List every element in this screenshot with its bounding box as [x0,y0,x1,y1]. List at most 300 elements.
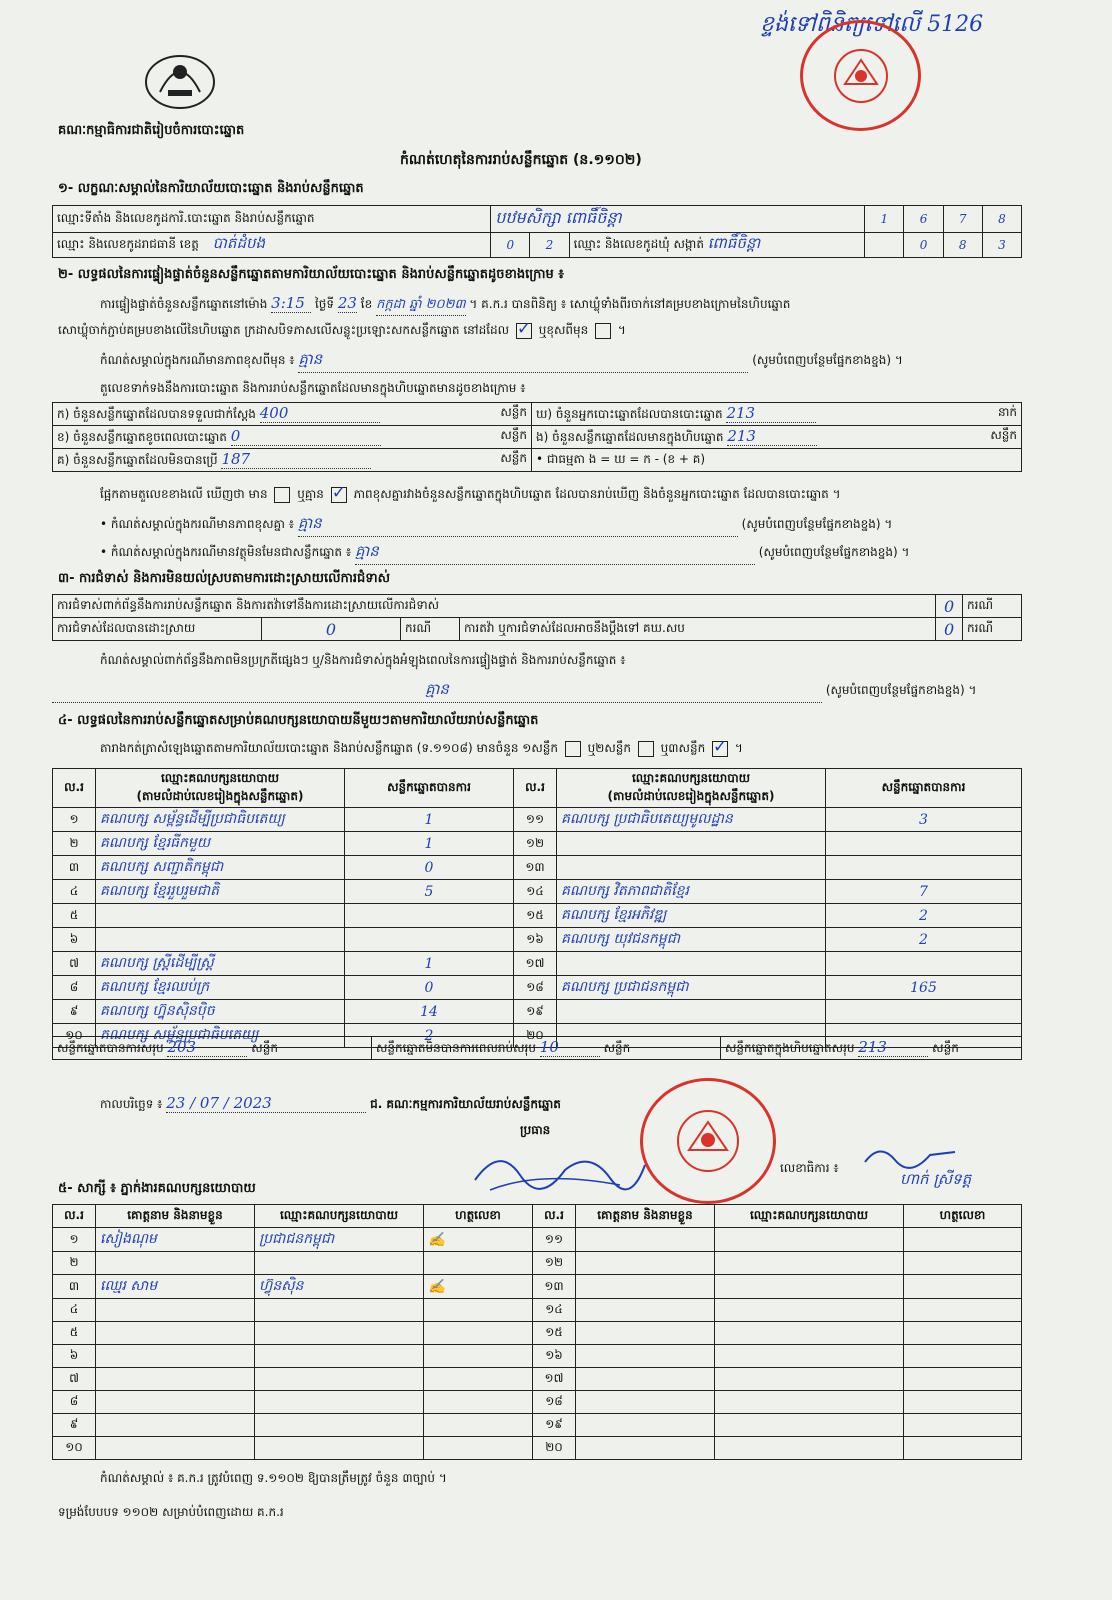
witness-signature: ✍ [424,1275,533,1299]
verification-time: 3:15 [271,294,311,313]
party-name [557,952,826,976]
row-number: ១១ [514,808,557,832]
total-box-cell [721,1037,1022,1060]
col-no: ល.រ [514,769,557,808]
party-votes [345,928,514,952]
party-votes: 3 [826,808,1022,832]
party-votes: 1 [345,808,514,832]
top-handwritten-note: ខ្ទង់ទៅពិនិត្យទៅលើ 5126 [760,12,984,37]
witness-name [96,1252,255,1275]
witness-row [53,1228,1022,1252]
row-number: ៤ [53,880,96,904]
foreign-note-line [100,542,1060,565]
witness-signature [424,1391,533,1414]
diff-note-value: គ្មាន [298,514,738,537]
unit-label: នាក់ [997,405,1017,419]
emblem-icon [140,42,220,116]
total-invalid-label: សន្លឹកឆ្នោតមិនបានការពេលរាប់សរុប [376,1041,536,1055]
one-sheet-checkbox[interactable] [565,741,581,757]
witness-name [96,1437,255,1460]
box-ballots-label: ង) ចំនួនសន្លឹកឆ្នោតដែលមានក្នុងហិបឆ្នោត [536,430,724,444]
row-number: ៥ [53,904,96,928]
fill-hint: (សូមបំពេញបន្ថែមផ្នែកខាងខ្នង) ។ [825,683,977,697]
verification-day: 23 [337,294,357,312]
row-number: ១ [53,1228,96,1252]
witness-signature [904,1252,1022,1275]
changed-label: ឬខុសពីមុន [538,323,589,337]
witness-party [255,1299,424,1322]
complaints-table [52,594,1022,641]
unit-label: សន្លឹក [500,405,527,419]
sheets-line: តារាងកត់ត្រាសំឡេងឆ្នោតតាមការិយាល័យបោះឆ្នោត និងរាប់សន្លឹកឆ្នោត (ទ.១១០៨) មានចំនួន ១សន្លឹក ឬ២សន្លឹក ឬ៣សន្លឹក ✓ ។ [100,740,1050,758]
location-code-digit: 6 [904,206,943,233]
results-table [52,768,1022,1048]
witness-signature [904,1322,1022,1345]
col-name: គោត្តនាម និងនាមខ្លួន [96,1205,255,1228]
row-number: ១០ [53,1024,96,1048]
result-row [53,952,1022,976]
location-label: ឈ្មោះទីតាំង និងលេខកូដការិ.បោះឆ្នោត និងរាប់សន្លឹកឆ្នោត [53,206,491,233]
witness-party [715,1345,904,1368]
total-box-label: សន្លឹកឆ្នោតក្នុងហិបឆ្នោតសរុប [725,1041,855,1055]
row-number: ២ [53,832,96,856]
party-votes [826,1000,1022,1024]
row-number: ១៩ [533,1414,576,1437]
witness-signature [904,1391,1022,1414]
row-number: ៧ [53,952,96,976]
party-votes [826,832,1022,856]
seal-text: សោឃ្លុំចាក់ភ្ជាប់គម្របខាងលើនៃហិបឆ្នោត ក្រដាសបិទភាសលើសន្លូះប្រឡោះសកសន្លឹកឆ្នោត នៅដដែល [58,323,510,337]
witness-table [52,1204,1022,1460]
col-party-title: ឈ្មោះគណបក្សនយោបាយ [160,771,280,785]
party-name: គណបក្ស យុវជនកម្ពុជា [557,928,826,952]
col-party: ឈ្មោះគណបក្សនយោបាយ [715,1205,904,1228]
irregularity-note-value: គ្មាន [52,680,822,703]
province-label-text: ឈ្មោះ និងលេខកូដរាជធានី ខេត្ត [57,237,199,251]
witness-name [96,1322,255,1345]
witness-name [576,1391,715,1414]
result-row [53,904,1022,928]
unit-label: សន្លឹក [932,1041,959,1055]
party-name [96,904,345,928]
row-number: ៣ [53,1275,96,1299]
party-name: គណបក្ស ខ្មែរឈប់ក្រ [96,976,345,1000]
row-number: ១៤ [514,880,557,904]
witness-signature [904,1275,1022,1299]
party-votes: 2 [826,928,1022,952]
witness-signature [424,1252,533,1275]
commune-code-digit: 3 [982,233,1021,258]
row-number: ៥ [53,1322,96,1345]
result-row [53,856,1022,880]
party-votes: 1 [345,952,514,976]
month-label: ខែ [360,297,373,311]
unused-value: 187 [221,450,371,469]
unused-label: គ) ចំនួនសន្លឹកឆ្នោតដែលមិនបានប្រើ [57,453,218,467]
party-votes: 1 [345,832,514,856]
witness-name [96,1299,255,1322]
witness-name: សៀងណុម [96,1228,255,1252]
party-votes: 5 [345,880,514,904]
no-diff-label: ឬគ្មាន [297,487,324,501]
total-valid-cell [53,1037,372,1060]
witness-party [255,1368,424,1391]
secretary-name: ហាក់ ស្រីទត្ត [900,1170,972,1188]
row-number: ១០ [53,1437,96,1460]
witness-row [53,1368,1022,1391]
witness-signature [904,1299,1022,1322]
row-number: ១១ [533,1228,576,1252]
total-invalid-value: 10 [540,1038,600,1057]
col-no: ល.រ [53,769,96,808]
col-no: ល.រ [53,1205,96,1228]
result-row [53,880,1022,904]
witness-party [715,1228,904,1252]
witness-party [715,1252,904,1275]
commune-label: ឈ្មោះ និងលេខកូដឃុំ សង្កាត់ [573,237,704,251]
row-number: ២០ [514,1024,557,1048]
col-party-title: ឈ្មោះគណបក្សនយោបាយ [631,771,751,785]
witness-signature [904,1368,1022,1391]
party-name: គណបក្ស ប្រជាជនកម្ពុជា [557,976,826,1000]
verification-text-b: ។ គ.ក.រ បានពិនិត្យ ៖ សោឃ្លុំទាំងពីរចាក់នៅគម្របខាងក្រោមនៃហិបឆ្នោត [469,297,791,311]
witness-name [576,1322,715,1345]
row-number: ២០ [533,1437,576,1460]
party-name: គណបក្ស សញ្ជាតិកម្ពុជា [96,856,345,880]
commune-cell [569,233,865,258]
seal-paragraph: សោឃ្លុំចាក់ភ្ជាប់គម្របខាងលើនៃហិបឆ្នោត ក្រដាសបិទភាសលើសន្លូះប្រឡោះសកសន្លឹកឆ្នោត នៅដដែល ✓ ឬខុសពីមុន ។ [58,322,1038,340]
party-votes: 2 [345,1024,514,1048]
witness-party [715,1275,904,1299]
fill-hint: (សូមបំពេញបន្ថែមផ្នែកខាងខ្នង) ។ [758,545,910,559]
row-number: ៨ [53,1391,96,1414]
party-name: គណបក្ស ហ្វ៊ុនស៊ិនប៉ិច [96,1000,345,1024]
witness-row [53,1322,1022,1345]
figures-table [52,402,1022,472]
party-votes: 0 [345,856,514,880]
irregularity-note-line [52,680,1052,703]
row-number: ១ [53,808,96,832]
witness-signature [904,1414,1022,1437]
location-code-digit: 8 [982,206,1021,233]
verification-paragraph [100,294,1060,316]
section-3-title: ៣- ការជំទាស់ និងការមិនយល់ស្របតាមការដោះស្រាយលើការជំទាស់ [58,571,390,586]
party-name [557,1000,826,1024]
col-party: ឈ្មោះគណបក្សនយោបាយ [255,1205,424,1228]
unchanged-checkbox[interactable] [516,323,532,339]
official-stamp-bottom [640,1078,776,1204]
section-2-title: ២- លទ្ធផលនៃការផ្ទៀងផ្ទាត់ចំនួនសន្លឹកឆ្នោតតាមការិយាល័យបោះឆ្នោត និងរាប់សន្លឹកឆ្នោតដូចខាងក្រោម ៖ [58,267,564,282]
figures-intro: តួលេខទាក់ទងនឹងការបោះឆ្នោត និងការរាប់សន្លឹកឆ្នោតដែលមានក្នុងហិបឆ្នោតមានដូចខាងក្រោម ៖ [100,381,526,395]
day-label: ថ្ងៃទី [315,297,335,311]
witness-signature [424,1322,533,1345]
case-unit: ករណី [963,595,1022,618]
witness-row [53,1391,1022,1414]
foreign-note-value: គ្មាន [355,542,755,565]
total-valid-value: 203 [167,1038,247,1057]
fill-hint: (សូមបំពេញបន្ថែមផ្នែកខាងខ្នង) ។ [752,353,903,367]
complaint-label: ការជំទាស់ពាក់ព័ន្ធនឹងការរាប់សន្លឹកឆ្នោត និងការតវ៉ាទៅនឹងការដោះស្រាយលើការជំទាស់ [53,595,936,618]
party-votes: 2 [826,904,1022,928]
has-diff-label: ផ្អែកតាមតួលេខខាងលើ ឃើញថា មាន [100,487,268,501]
party-votes [345,904,514,928]
secretary-label: លេខាធិការ ៖ [780,1161,839,1175]
row-number: ១៦ [533,1345,576,1368]
witness-party [715,1437,904,1460]
resolved-value: 0 [262,618,401,641]
row-number: ៩ [53,1414,96,1437]
party-name: គណបក្ស ខ្មែរធីកមួយ [96,832,345,856]
diff-note-label: • កំណត់សម្គាល់ក្នុងករណីមានភាពខុសគ្នា ៖ [100,517,295,531]
party-votes: 0 [345,976,514,1000]
figure-row [532,426,1022,449]
location-code-digit: 1 [865,206,904,233]
case-unit: ករណី [401,618,460,641]
spoiled-value: 0 [231,427,381,446]
col-name: គោត្តនាម និងនាមខ្លួន [576,1205,715,1228]
witness-name [576,1228,715,1252]
diff-explanation: ភាពខុសគ្នារវាងចំនួនសន្លឹកឆ្នោតក្នុងហិបឆ្នោត ដែលបានរាប់ឃើញ និងចំនួនអ្នកបោះឆ្នោត ដែលបានបោះឆ្នោត ។ [353,487,841,501]
party-votes: 7 [826,880,1022,904]
section-5-title: ៥- សាក្សី ៖ ភ្នាក់ងារគណបក្សនយោបាយ [58,1181,256,1196]
witness-row [53,1252,1022,1275]
witness-row [53,1345,1022,1368]
chair-label: ប្រធាន [520,1123,551,1137]
party-name [96,928,345,952]
complaint-value: 0 [936,595,963,618]
spoiled-label: ខ) ចំនួនសន្លឹកឆ្នោតខូចពេលបោះឆ្នោត [57,430,227,444]
witness-party [255,1345,424,1368]
section-1-title: ១- លក្ខណៈសម្គាល់នៃការិយាល័យបោះឆ្នោត និងរាប់សន្លឹកឆ្នោត [58,181,364,196]
witness-name [576,1414,715,1437]
row-number: ៦ [53,928,96,952]
col-votes: សន្លឹកឆ្នោតបានការ [826,769,1022,808]
irregularity-note-label: កំណត់សម្គាល់ពាក់ព័ន្ធនឹងភាពមិនប្រក្រតីផ្សេងៗ ឬ/និងការជំទាស់ក្នុងអំឡុងពេលនៃការផ្ទៀងផ្ទាត់ និងការរាប់សន្លឹកឆ្នោត ៖ [100,653,626,667]
province-code-digit: 0 [491,233,530,258]
party-name: គណបក្ស ខ្មែររួបរួមជាតិ [96,880,345,904]
difference-check-line [100,486,1060,504]
col-party [557,769,826,808]
no-difference-checkbox[interactable] [331,487,347,503]
row-number: ៤ [53,1299,96,1322]
figure-row [53,426,532,449]
unit-label: សន្លឹក [500,451,527,465]
party-name [557,856,826,880]
date-line [100,1094,720,1114]
col-votes: សន្លឹកឆ្នោតបានការ [345,769,514,808]
appeal-label: ការតវ៉ា ឬការជំទាស់ដែលអាចនឹងប្តឹងទៅ គឃ.សប [460,618,936,641]
verification-text: ការផ្ទៀងផ្ទាត់ចំនួនសន្លឹកឆ្នោតនៅម៉ោង [100,297,268,311]
box-ballots-value: 213 [727,427,817,446]
sheets-intro: តារាងកត់ត្រាសំឡេងឆ្នោតតាមការិយាល័យបោះឆ្នោត និងរាប់សន្លឹកឆ្នោត (ទ.១១០៨) មានចំនួន ១សន្លឹក [100,741,558,755]
commune-code-digit: 0 [904,233,943,258]
row-number: ១៩ [514,1000,557,1024]
figure-row [53,403,532,426]
witness-party [715,1414,904,1437]
note-change-value: គ្មាន [298,350,748,373]
witness-name [576,1275,715,1299]
unit-label: សន្លឹក [251,1041,278,1055]
total-invalid-cell [372,1037,721,1060]
result-row [53,808,1022,832]
party-name: គណបក្ស វិតភាពជាតិខ្មែរ [557,880,826,904]
result-row [53,976,1022,1000]
witness-party [255,1414,424,1437]
witness-signature [424,1345,533,1368]
witness-party [715,1368,904,1391]
chair-signature [470,1140,650,1204]
result-row [53,832,1022,856]
changed-checkbox[interactable] [595,323,611,339]
row-number: ១៥ [533,1322,576,1345]
witness-row [53,1299,1022,1322]
witness-party [715,1391,904,1414]
note-change-line [100,350,1060,373]
row-number: ១៣ [514,856,557,880]
party-name: គណបក្ស ស្ត្រីដើម្បីស្ត្រី [96,952,345,976]
row-number: ១៦ [514,928,557,952]
witness-signature [904,1345,1022,1368]
received-label: ក) ចំនួនសន្លឹកឆ្នោតដែលបានទទួលជាក់ស្តែង [57,407,256,421]
commune-value: ពោធិ៍ចិន្តា [707,234,761,252]
witness-party [255,1252,424,1275]
row-number: ១៤ [533,1299,576,1322]
commune-code-digit: 8 [943,233,982,258]
witness-name [576,1345,715,1368]
voters-value: 213 [726,404,816,423]
figure-row [53,449,532,472]
totals-table [52,1036,1022,1060]
witness-signature [904,1228,1022,1252]
form-title: កំណត់ហេតុនៃការរាប់សន្លឹកឆ្នោត (ន.១១០២) [400,152,642,168]
row-number: ៧ [53,1368,96,1391]
unit-label: សន្លឹក [500,428,527,442]
party-votes: 165 [826,976,1022,1000]
row-number: ១៨ [533,1391,576,1414]
witness-name [576,1437,715,1460]
witness-name [576,1368,715,1391]
witness-row [53,1275,1022,1299]
row-number: ១៧ [533,1368,576,1391]
location-value: បឋមសិក្សា ពោធិ៍ចិន្តា [491,206,865,233]
row-number: ១៥ [514,904,557,928]
witness-party: ហ៊្វុនស៊ិន [255,1275,424,1299]
three-sheets-checkbox[interactable] [712,741,728,757]
row-number: ២ [53,1252,96,1275]
row-number: ៣ [53,856,96,880]
witness-signature [424,1437,533,1460]
party-name: គណបក្ស សម្ព័ន្ធប្រជាធិបតេយ្យ [96,1024,345,1048]
empty-cell [865,233,904,258]
witness-signature [424,1414,533,1437]
witness-name [96,1368,255,1391]
result-row [53,928,1022,952]
witness-party [255,1322,424,1345]
province-value: បាត់ដំបង [212,234,266,252]
witness-name [96,1391,255,1414]
received-value: 400 [260,404,380,423]
footer-form-code: ទម្រង់បែបបទ ១១០២ សម្រាប់បំពេញដោយ គ.ក.រ [58,1505,284,1519]
col-party-sub: (តាមលំដាប់លេខរៀងក្នុងសន្លឹកឆ្នោត) [607,789,775,803]
row-number: ១២ [533,1252,576,1275]
case-unit: ករណី [963,618,1022,641]
figure-row [532,403,1022,426]
row-number: ៩ [53,1000,96,1024]
total-valid-label: សន្លឹកឆ្នោតបានការសរុប [57,1041,164,1055]
section-4-title: ៤- លទ្ធផលនៃការរាប់សន្លឹកឆ្នោតសម្រាប់គណបក្សនយោបាយនីមួយៗតាមការិយាល័យរាប់សន្លឹកឆ្នោត [58,713,539,728]
witness-party [255,1391,424,1414]
witness-party [715,1322,904,1345]
witness-party [255,1437,424,1460]
witness-party [715,1299,904,1322]
total-box-value: 213 [858,1038,928,1057]
result-row [53,1000,1022,1024]
col-sign: ហត្ថលេខា [424,1205,533,1228]
col-no: ល.រ [533,1205,576,1228]
col-sign: ហត្ថលេខា [904,1205,1022,1228]
diff-note-line [100,514,1060,537]
unit-label: សន្លឹក [603,1041,631,1055]
col-party-sub: (តាមលំដាប់លេខរៀងក្នុងសន្លឹកឆ្នោត) [136,789,304,803]
party-name: គណបក្ស ប្រជាធិបតេយ្យមូលដ្ឋាន [557,808,826,832]
fill-hint: (សូមបំពេញបន្ថែមផ្នែកខាងខ្នង) ។ [741,517,893,531]
secretary-signature [860,1140,960,1174]
resolved-label: ការជំទាស់ដែលបានដោះស្រាយ [53,618,262,641]
witness-name [96,1345,255,1368]
unit-label: សន្លឹក [990,428,1017,442]
witness-party: ប្រជាជនកម្ពុជា [255,1228,424,1252]
row-number: ១៣ [533,1275,576,1299]
verification-month: កក្កដា ឆ្នាំ ២០២៣ [376,296,466,316]
witness-name [576,1252,715,1275]
row-number: ៦ [53,1345,96,1368]
row-number: ៨ [53,976,96,1000]
committee-sign-label: ជ. គណៈកម្មការការិយាល័យរាប់សន្លឹកឆ្នោត [370,1097,561,1111]
party-votes [826,952,1022,976]
party-name: គណបក្ស សម្ព័ន្ធដើម្បីប្រជាធិបតេយ្យ [96,808,345,832]
party-votes: 14 [345,1000,514,1024]
two-sheets-checkbox[interactable] [638,741,654,757]
province-label [53,233,491,258]
row-number: ១២ [514,832,557,856]
location-code-digit: 7 [943,206,982,233]
row-number: ១៧ [514,952,557,976]
footer-note: កំណត់សម្គាល់ ៖ គ.ក.រ ត្រូវបំពេញ ទ.១១០២ ឱ្យបានត្រឹមត្រូវ ចំនួន ៣ច្បាប់ ។ [100,1471,447,1485]
province-code-digit: 2 [530,233,569,258]
appeal-value: 0 [936,618,963,641]
date-label: កាលបរិច្ឆេទ ៖ [100,1097,163,1111]
foreign-note-label: • កំណត់សម្គាល់ក្នុងករណីមានវត្ថុមិនមែនជាសន្លឹកឆ្នោត ៖ [100,545,352,559]
witness-signature [904,1437,1022,1460]
witness-row [53,1414,1022,1437]
col-party [96,769,345,808]
section-1-table [52,205,1022,258]
note-change-label: កំណត់សម្គាល់ក្នុងករណីមានភាពខុសពីមុន ៖ [100,353,295,367]
witness-row [53,1437,1022,1460]
has-difference-checkbox[interactable] [274,487,290,503]
party-name [557,832,826,856]
date-value: 23 / 07 / 2023 [166,1094,366,1113]
witness-signature: ✍ [424,1228,533,1252]
voters-label: ឃ) ចំនួនអ្នកបោះឆ្នោតដែលបានបោះឆ្នោត [536,407,723,421]
party-name: គណបក្ស ខ្មែរអភិវឌ្ឍ [557,904,826,928]
row-number: ១៨ [514,976,557,1000]
witness-name [96,1414,255,1437]
party-votes [826,856,1022,880]
witness-name: ឈ្មេរ សាម [96,1275,255,1299]
two-sheets-label: ឬ២សន្លឹក [587,741,632,755]
witness-signature [424,1299,533,1322]
